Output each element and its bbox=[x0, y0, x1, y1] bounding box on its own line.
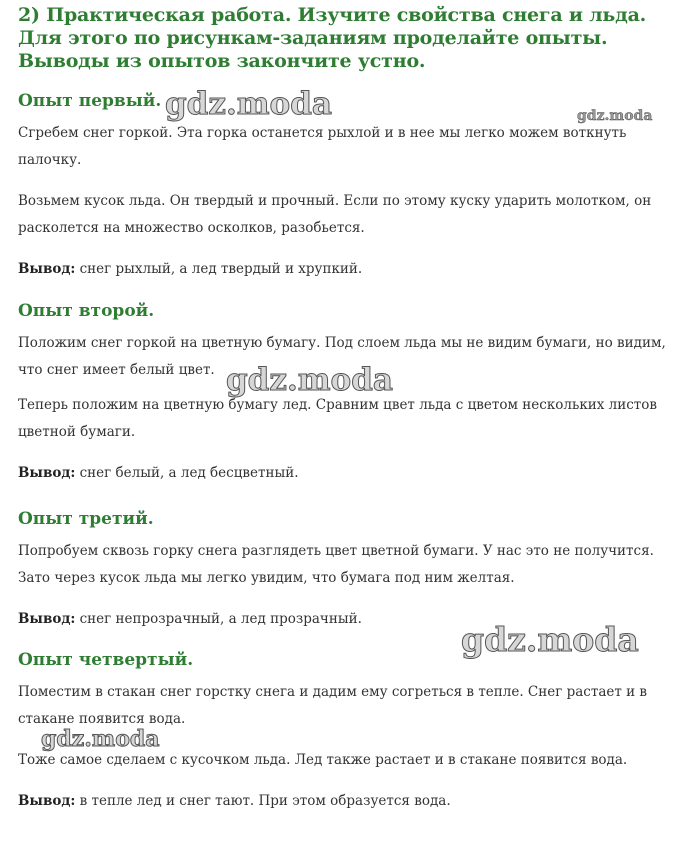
conclusion-text: снег непрозрачный, а лед прозрачный. bbox=[75, 611, 362, 627]
paragraph: Попробуем сквозь горку снега разглядеть цвет цветной бумаги. У нас это не получится. Зато через кусок льда мы легко увидим, что бумага под ним желтая. bbox=[18, 543, 654, 586]
conclusion bbox=[18, 460, 678, 487]
watermark: gdz.moda bbox=[226, 362, 393, 398]
watermark: gdz.moda bbox=[165, 86, 332, 122]
conclusion-label: Вывод: bbox=[18, 611, 76, 627]
conclusion-text: снег рыхлый, а лед твердый и хрупкий. bbox=[75, 261, 363, 277]
paragraph: Положим снег горкой на цветную бумагу. Под слоем льда мы не видим бумаги, но видим, что снег имеет белый цвет. bbox=[18, 335, 666, 378]
conclusion-text: снег белый, а лед бесцветный. bbox=[75, 465, 299, 481]
conclusion bbox=[18, 256, 678, 283]
experiment-heading: Опыт третий. bbox=[18, 509, 154, 529]
paragraph: Сгребем снег горкой. Эта горка останется рыхлой и в нее мы легко можем воткнуть палочку. bbox=[18, 125, 627, 168]
watermark: gdz.moda bbox=[461, 620, 639, 659]
conclusion bbox=[18, 788, 678, 815]
experiment-heading: Опыт второй. bbox=[18, 301, 155, 321]
conclusion-label: Вывод: bbox=[18, 465, 76, 481]
experiment-3 bbox=[18, 508, 678, 633]
experiment-heading: Опыт четвертый. bbox=[18, 650, 194, 670]
task-title: 2) Практическая работа. Изучите свойства снега и льда. Для этого по рисункам-заданиям проделайте опыты. Выводы из опытов закончите устно. bbox=[18, 4, 647, 72]
paragraph: Теперь положим на цветную бумагу лед. Сравним цвет льда с цветом нескольких листов цветной бумаги. bbox=[18, 397, 657, 440]
conclusion-label: Вывод: bbox=[18, 793, 76, 809]
conclusion-label: Вывод: bbox=[18, 261, 76, 277]
watermark: gdz.moda bbox=[41, 726, 160, 752]
paragraph: Поместим в стакан снег горстку снега и дадим ему согреться в тепле. Снег растает и в стакане появится вода. bbox=[18, 684, 648, 727]
conclusion-text: в тепле лед и снег тают. При этом образуется вода. bbox=[75, 793, 451, 809]
paragraph: Возьмем кусок льда. Он твердый и прочный. Если по этому куску ударить молотком, он расколется на множество осколков, разобьется. bbox=[18, 193, 652, 236]
watermark: gdz.moda bbox=[577, 108, 653, 124]
paragraph: Тоже самое сделаем с кусочком льда. Лед также растает и в стакане появится вода. bbox=[18, 752, 628, 768]
experiment-heading: Опыт первый. bbox=[18, 91, 162, 111]
